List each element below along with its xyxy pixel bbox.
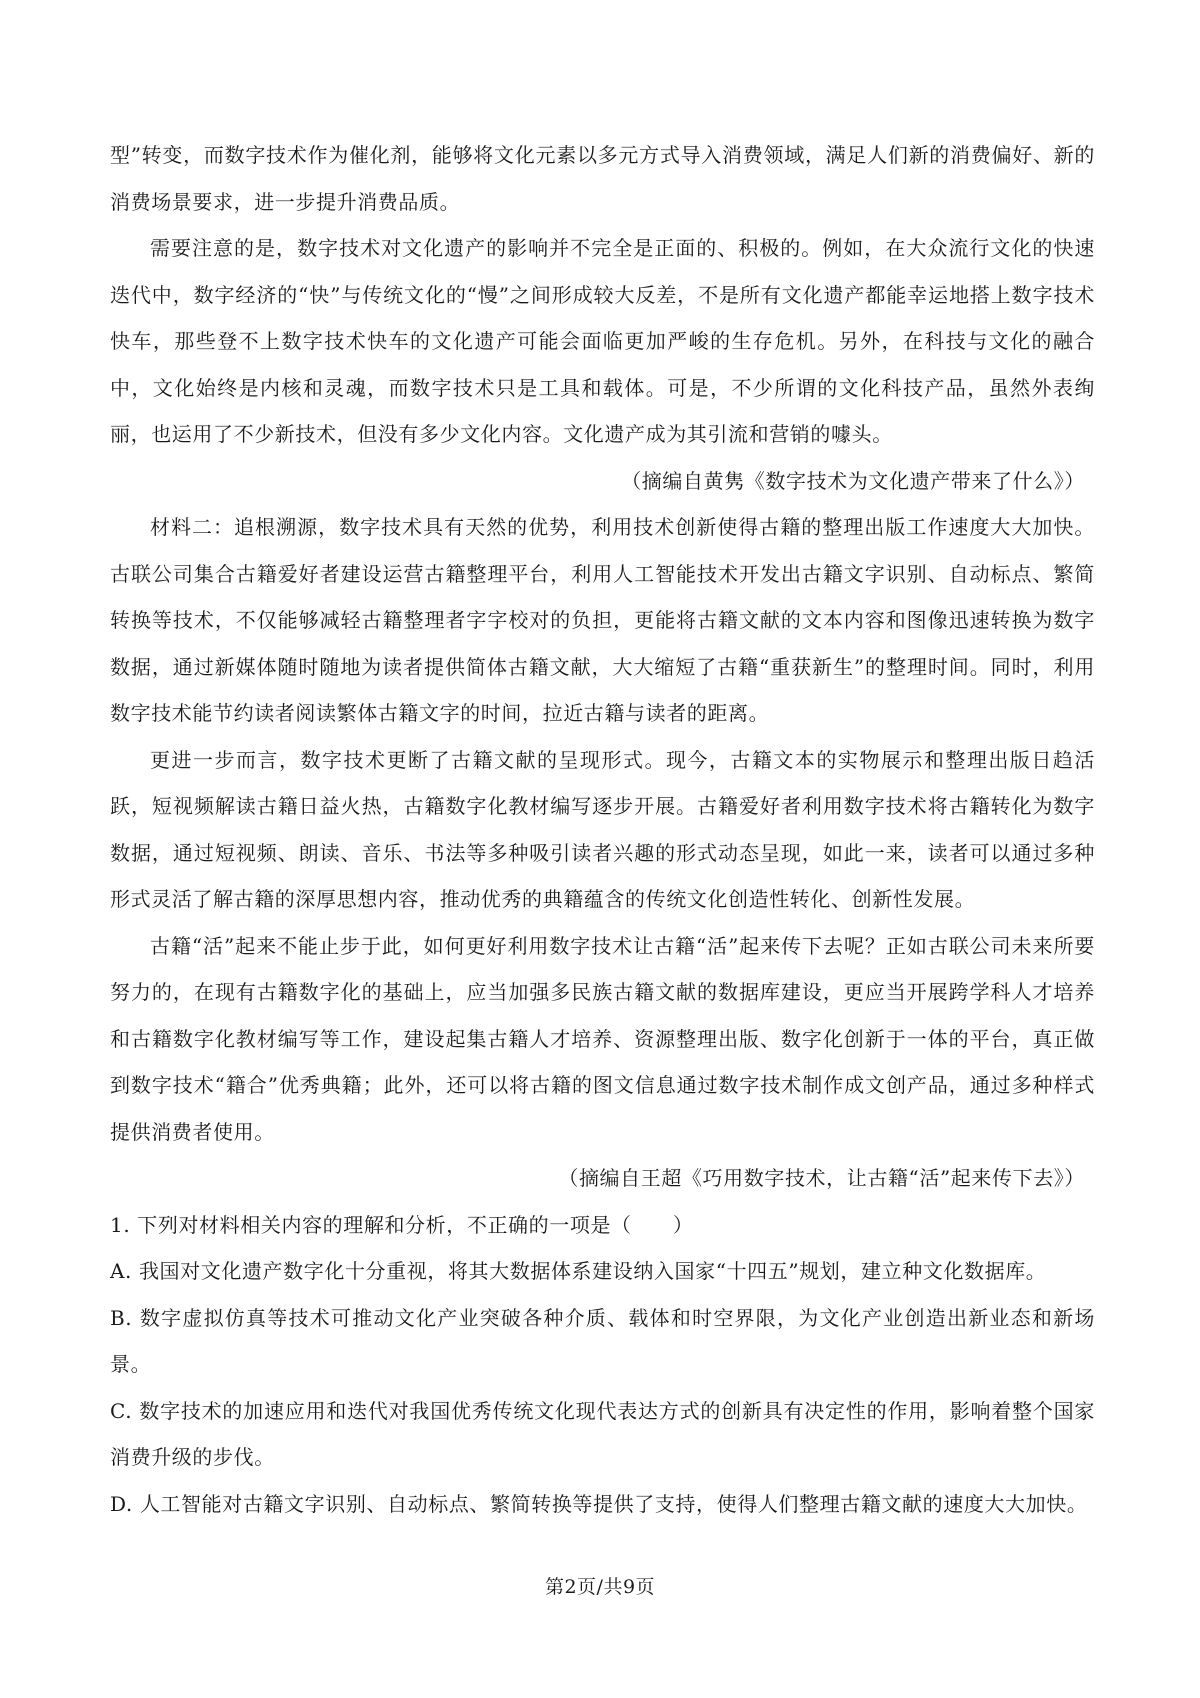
option-a: A. 我国对文化遗产数字化十分重视，将其大数据体系建设纳入国家“十四五”规划，建立种文化数据库。	[110, 1259, 1047, 1283]
paragraph-continued: 型”转变，而数字技术作为催化剂，能够将文化元素以多元方式导入消费领域，满足人们新的消费偏好、新的消费场景要求，进一步提升消费品质。	[110, 143, 1095, 214]
paragraph-future: 古籍“活”起来不能止步于此，如何更好利用数字技术让古籍“活”起来传下去呢？正如古联公司未来所要努力的，在现有古籍数字化的基础上，应当加强多民族古籍文献的数据库建设，更应当开展跨学科人才培养和古籍数字化教材编写等工作，建设起集古籍人才培养、资源整理出版、数字化创新于一体的平台，真正做到数字技术“籍合”优秀典籍；此外，还可以将古籍的图文信息通过数字技术制作成文创产品，通过多种样式提供消费者使用。	[110, 933, 1095, 1144]
document-body	[110, 132, 1095, 1527]
option-d: D. 人工智能对古籍文字识别、自动标点、繁简转换等提供了支持，使得人们整理古籍文献的速度大大加快。	[110, 1491, 1088, 1516]
source-citation-two: （摘编自王超《巧用数字技术，让古籍“活”起来传下去》）	[558, 1166, 1085, 1190]
question-stem: 1. 下列对材料相关内容的理解和分析，不正确的一项是（ ）	[110, 1212, 694, 1237]
paragraph-presentation: 更进一步而言，数字技术更断了古籍文献的呈现形式。现今，古籍文本的实物展示和整理出版日趋活跃，短视频解读古籍日益火热，古籍数字化教材编写逐步开展。古籍爱好者利用数字技术将古籍转化为数字数据，通过短视频、朗读、音乐、书法等多种吸引读者兴趣的形式动态呈现，如此一来，读者可以通过多种形式灵活了解古籍的深厚思想内容，推动优秀的典籍蕴含的传统文化创造性转化、创新性发展。	[110, 747, 1095, 911]
option-b: B. 数字虚拟仿真等技术可推动文化产业突破各种介质、载体和时空界限，为文化产业创造出新业态和新场景。	[110, 1305, 1095, 1376]
paragraph-caution: 需要注意的是，数字技术对文化遗产的影响并不完全是正面的、积极的。例如，在大众流行文化的快速迭代中，数字经济的“快”与传统文化的“慢”之间形成较大反差，不是所有文化遗产都能幸运地搭上数字技术快车，那些登不上数字技术快车的文化遗产可能会面临更加严峻的生存危机。另外，在科技与文化的融合中，文化始终是内核和灵魂，而数字技术只是工具和载体。可是，不少所谓的文化科技产品，虽然外表绚丽，也运用了不少新技术，但没有多少文化内容。文化遗产成为其引流和营销的噱头。	[110, 236, 1095, 446]
page-number: 第2页/共9页	[544, 1576, 656, 1598]
option-c: C. 数字技术的加速应用和迭代对我国优秀传统文化现代表达方式的创新具有决定性的作用，影响着整个国家消费升级的步伐。	[110, 1398, 1095, 1469]
source-citation-one: （摘编自黄隽《数字技术为文化遗产带来了什么》）	[621, 468, 1085, 493]
paragraph-material-two: 材料二：追根溯源，数字技术具有天然的优势，利用技术创新使得古籍的整理出版工作速度大大加快。古联公司集合古籍爱好者建设运营古籍整理平台，利用人工智能技术开发出古籍文字识别、自动标点、繁简转换等技术，不仅能够减轻古籍整理者字字校对的负担，更能将古籍文献的文本内容和图像迅速转换为数字数据，通过新媒体随时随地为读者提供简体古籍文献，大大缩短了古籍“重获新生”的整理时间。同时，利用数字技术能节约读者阅读繁体古籍文字的时间，拉近古籍与读者的距离。	[110, 515, 1095, 725]
